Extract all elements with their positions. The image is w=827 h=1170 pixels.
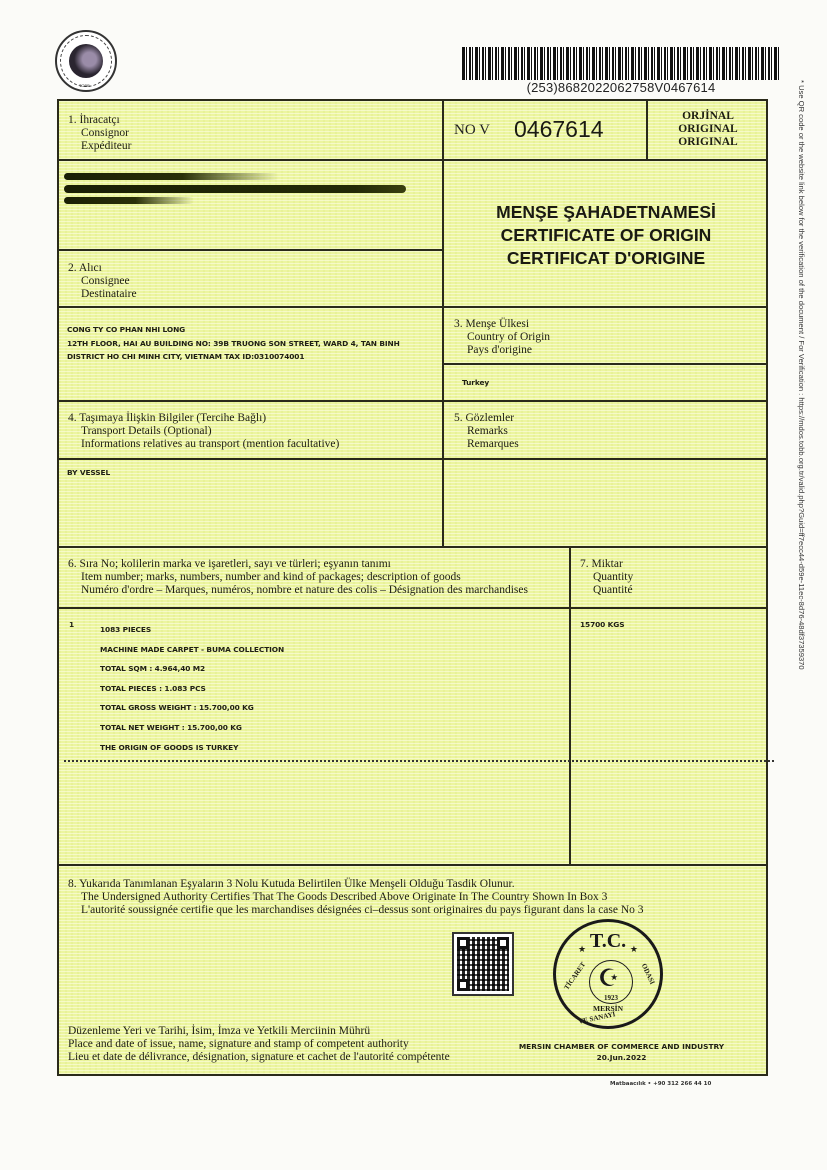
seal-caption: TOBB bbox=[79, 83, 90, 88]
divider-box6-box7 bbox=[569, 546, 571, 864]
consignee-name: CONG TY CO PHAN NHI LONG bbox=[67, 325, 186, 334]
box3-label-tr: 3. Menşe Ülkesi bbox=[454, 318, 530, 330]
box1-label-tr: 1. İhracatçı bbox=[68, 114, 120, 126]
box2-label-tr: 2. Alıcı bbox=[68, 262, 102, 274]
title-en: CERTIFICATE OF ORIGIN bbox=[500, 225, 712, 245]
divider-title-box3 bbox=[442, 306, 768, 308]
divider-box4-box6 bbox=[59, 546, 768, 548]
stamp-year: 1923 bbox=[604, 994, 618, 1002]
redacted-consignor-line-3 bbox=[64, 197, 194, 204]
serial-prefix: NO V bbox=[454, 122, 490, 138]
goods-description bbox=[100, 620, 284, 757]
stamp-tc: T.C. bbox=[589, 930, 627, 952]
goods-line-packages: 1083 PIECES bbox=[100, 625, 152, 634]
original-en: ORIGINAL bbox=[678, 123, 738, 135]
quantity-value: 15700 KGS bbox=[580, 620, 625, 629]
goods-line-total-sqm: TOTAL SQM : 4.964,40 M2 bbox=[100, 664, 206, 674]
crescent-star-icon: ☪ bbox=[598, 966, 620, 992]
consignee-address bbox=[67, 323, 400, 364]
stamp-inner-circle bbox=[589, 960, 633, 1004]
certificate-form bbox=[57, 99, 768, 1076]
barcode bbox=[462, 47, 780, 80]
original-fr: ORIGINAL bbox=[678, 136, 738, 148]
box1-label-fr: Expéditeur bbox=[81, 140, 132, 152]
box4-label-en: Transport Details (Optional) bbox=[81, 425, 212, 437]
document-title bbox=[444, 201, 768, 270]
box7-label-fr: Quantité bbox=[593, 584, 633, 596]
divider-box1-box2 bbox=[59, 249, 442, 251]
box6-label-tr: 6. Sıra No; kolilerin marka ve işaretleri, sayı ve türleri; eşyanın tanımı bbox=[68, 558, 391, 570]
box1-label-en: Consignor bbox=[81, 127, 129, 139]
divider-col-left bbox=[442, 101, 444, 546]
serial-number: 0467614 bbox=[514, 116, 604, 142]
stamp-city: MERSİN bbox=[592, 1004, 623, 1013]
divider-box4-header bbox=[59, 458, 768, 460]
original-tr: ORJİNAL bbox=[682, 110, 734, 122]
box6-label bbox=[68, 558, 528, 597]
original-marker bbox=[648, 110, 768, 149]
consignee-address-line-2: DISTRICT HO CHI MINH CITY, VIETNAM TAX ID:0310074001 bbox=[67, 352, 305, 361]
certification-en: The Undersigned Authority Certifies That The Goods Described Above Originate In The Country Shown In Box 3 bbox=[81, 891, 608, 903]
goods-line-gross-weight: TOTAL GROSS WEIGHT : 15.700,00 KG bbox=[100, 703, 254, 713]
box7-label bbox=[580, 558, 633, 597]
box2-label-fr: Destinataire bbox=[81, 288, 137, 300]
issuer-name: MERSIN CHAMBER OF COMMERCE AND INDUSTRY bbox=[518, 1042, 725, 1051]
box8-certification bbox=[68, 878, 644, 917]
box2-label bbox=[68, 262, 137, 301]
verification-note bbox=[790, 80, 808, 780]
issuing-authority bbox=[504, 1041, 739, 1063]
qr-finder-top-left bbox=[457, 937, 469, 949]
transport-details: BY VESSEL bbox=[67, 468, 111, 477]
box4-label-fr: Informations relatives au transport (mention facultative) bbox=[81, 438, 340, 450]
verification-qr-code[interactable] bbox=[452, 932, 514, 996]
stamp-ring-left: TİCARET bbox=[562, 960, 588, 992]
divider-box2-box4 bbox=[59, 400, 768, 402]
box6-label-fr: Numéro d'ordre – Marques, numéros, nombre et nature des colis – Désignation des marchandises bbox=[81, 584, 528, 596]
item-number: 1 bbox=[69, 620, 75, 629]
title-fr: CERTIFICAT D'ORIGINE bbox=[506, 248, 706, 268]
stamp-ring-bottom: VE SANAYİ bbox=[577, 1010, 617, 1026]
issue-label-tr: Düzenleme Yeri ve Tarihi, İsim, İmza ve Yetkili Merciinin Mührü bbox=[68, 1025, 371, 1037]
issue-place-label bbox=[68, 1025, 450, 1064]
box3-label bbox=[454, 318, 550, 357]
box5-label bbox=[454, 412, 519, 451]
box5-label-fr: Remarques bbox=[467, 438, 519, 450]
box6-label-en: Item number; marks, numbers, number and kind of packages; description of goods bbox=[81, 571, 461, 583]
country-of-origin: Turkey bbox=[462, 378, 490, 387]
divider-box6-header bbox=[59, 607, 768, 609]
divider-box6-box8 bbox=[59, 864, 768, 866]
box7-label-en: Quantity bbox=[593, 571, 634, 583]
chamber-union-seal-logo bbox=[55, 30, 117, 92]
redacted-consignor-line-2 bbox=[64, 185, 406, 193]
chamber-stamp bbox=[553, 919, 663, 1029]
consignee-address-line-1: 12TH FLOOR, HAI AU BUILDING NO: 39B TRUONG SON STREET, WARD 4, TAN BINH bbox=[67, 338, 400, 348]
divider-box2-header bbox=[59, 306, 442, 308]
box4-label bbox=[68, 412, 339, 451]
box5-label-en: Remarks bbox=[467, 425, 508, 437]
goods-line-net-weight: TOTAL NET WEIGHT : 15.700,00 KG bbox=[100, 722, 242, 732]
divider-serial-row bbox=[442, 159, 768, 161]
box1-label bbox=[68, 114, 131, 153]
goods-line-description: MACHINE MADE CARPET - BUMA COLLECTION bbox=[100, 644, 285, 654]
box3-label-en: Country of Origin bbox=[467, 331, 551, 343]
issue-label-en: Place and date of issue, name, signature and stamp of competent authority bbox=[68, 1038, 409, 1050]
box5-label-tr: 5. Gözlemler bbox=[454, 412, 515, 424]
dotted-end-line bbox=[64, 760, 774, 762]
printer-imprint: Matbaacılık • +90 312 266 44 10 bbox=[610, 1081, 712, 1087]
stamp-star-right-icon: ★ bbox=[629, 944, 638, 954]
barcode-number: (253)8682022062758V0467614 bbox=[526, 80, 716, 95]
goods-line-origin: THE ORIGIN OF GOODS IS TURKEY bbox=[100, 742, 239, 752]
box4-label-tr: 4. Taşımaya İlişkin Bilgiler (Tercihe Bağlı) bbox=[68, 412, 267, 424]
box3-label-fr: Pays d'origine bbox=[467, 344, 532, 356]
goods-line-total-pieces: TOTAL PIECES : 1.083 PCS bbox=[100, 683, 206, 693]
stamp-star-left-icon: ★ bbox=[578, 944, 587, 954]
qr-finder-top-right bbox=[497, 937, 509, 949]
box7-label-tr: 7. Miktar bbox=[580, 558, 623, 570]
redacted-consignor-line-1 bbox=[64, 173, 279, 180]
verification-note-text: * Use QR code or the website link below for the verification of the document / For Verification : https://mdos.tobb.org.tr/valid.php?Guid=ff7ecc44-d59e-11ec-8d76-48df37359370 bbox=[797, 80, 806, 670]
certification-fr: L'autorité soussignée certifie que les marchandises désignées ci–dessus sont originaires du pays figurant dans la case No 3 bbox=[81, 904, 644, 916]
box2-label-en: Consignee bbox=[81, 275, 130, 287]
title-tr: MENŞE ŞAHADETNAMESİ bbox=[496, 202, 716, 222]
certification-tr: 8. Yukarıda Tanımlanan Eşyaların 3 Nolu Kutuda Belirtilen Ülke Menşeli Olduğu Tasdik Olunur. bbox=[68, 878, 515, 890]
qr-finder-bottom-left bbox=[457, 979, 469, 991]
stamp-ring-right: ODASI bbox=[639, 962, 657, 986]
issue-date: 20.Jun.2022 bbox=[596, 1053, 647, 1062]
divider-box3-header bbox=[442, 363, 768, 365]
issue-label-fr: Lieu et date de délivrance, désignation, signature et cachet de l'autorité compétente bbox=[68, 1051, 450, 1063]
seal-emblem bbox=[69, 44, 103, 78]
divider-box1-header bbox=[59, 159, 442, 161]
